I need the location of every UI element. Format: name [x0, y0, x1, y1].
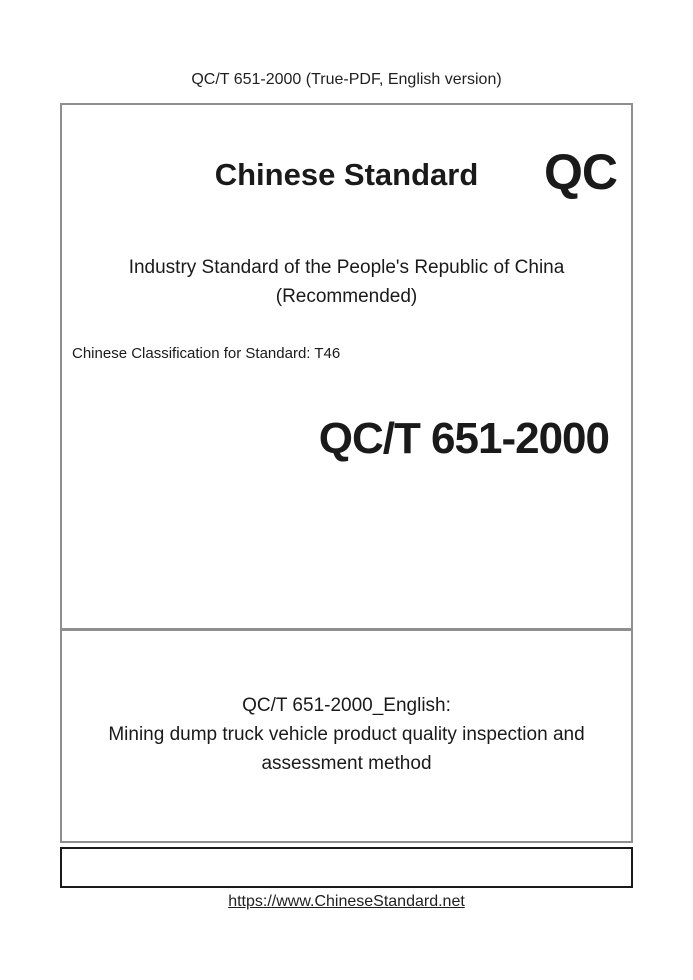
- document-title-line3: assessment method: [261, 753, 432, 774]
- standard-type-line1: Industry Standard of the People's Republic of China: [128, 257, 565, 278]
- qc-logo: QC: [544, 144, 617, 200]
- standard-number: QC/T 651-2000: [318, 414, 609, 463]
- empty-footer-box: [60, 847, 633, 888]
- page-header-title: QC/T 651-2000 (True-PDF, English version): [191, 71, 502, 88]
- footer-link[interactable]: https://www.ChineseStandard.net: [228, 893, 465, 910]
- cover-top-section: [62, 144, 631, 628]
- brand-title-row: [62, 144, 631, 200]
- document-title-line2: Mining dump truck vehicle product quality inspection and: [108, 724, 585, 745]
- document-title-line1: QC/T 651-2000_English:: [242, 695, 451, 716]
- classification-line: Chinese Classification for Standard: T46: [72, 345, 341, 362]
- cover-main-box: [60, 103, 633, 843]
- brand-title: Chinese Standard: [214, 157, 479, 192]
- standard-type-block: [62, 253, 631, 311]
- standard-type-line2: (Recommended): [275, 286, 418, 307]
- document-title-block: [62, 691, 631, 778]
- footer-row: [0, 893, 693, 911]
